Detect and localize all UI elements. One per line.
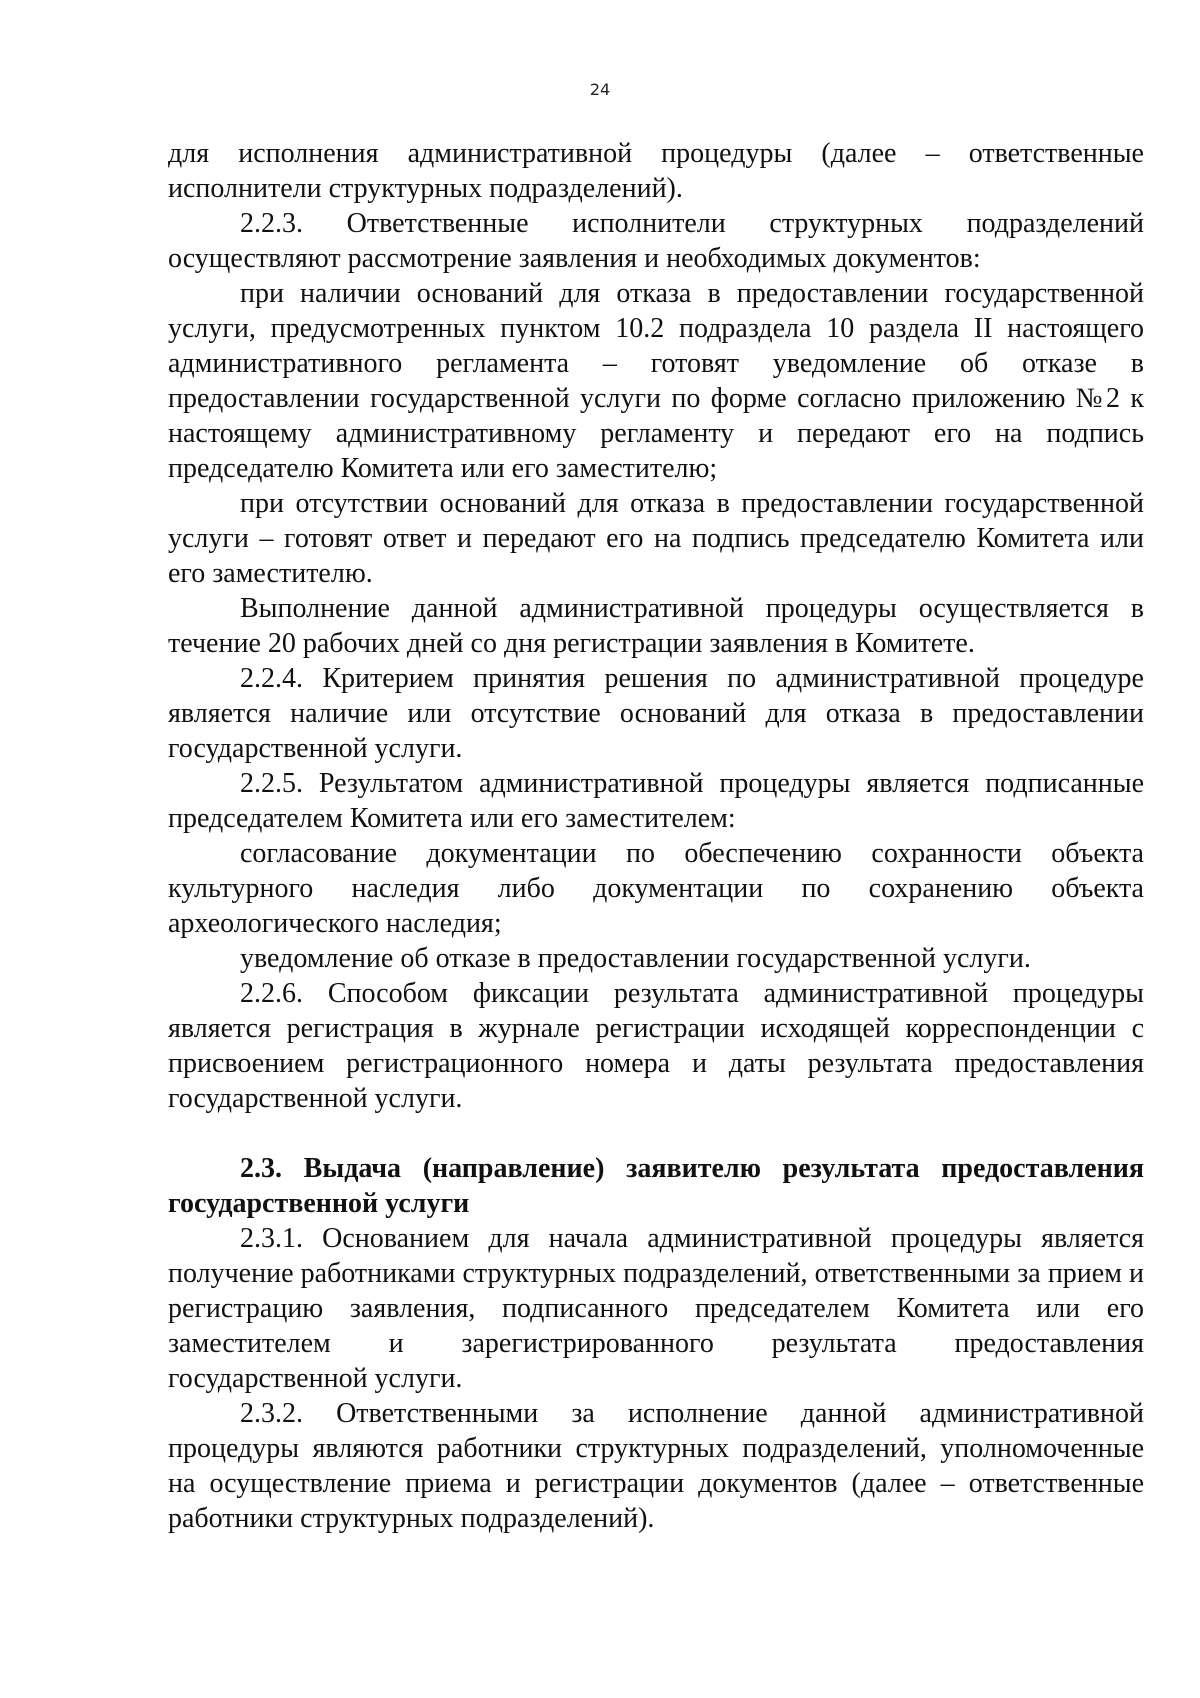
paragraph: 2.2.6. Способом фиксации результата административной процедуры является регистрация в журнале регистрации исходящей корреспонденции с присвоением регистрационного номера и даты результата предоставления государственной услуги. [168, 978, 1144, 1114]
paragraph: 2.3.2. Ответственными за исполнение данной административной процедуры являются работники структурных подразделений, уполномоченные на осуществление приема и регистрации документов (далее – ответственные работники структурных подразделений). [168, 1398, 1144, 1534]
paragraph: 2.2.3. Ответственные исполнители структурных подразделений осуществляют рассмотрение заявления и необходимых документов: [168, 208, 1144, 274]
document-body [168, 136, 1144, 1536]
paragraph: 2.2.4. Критерием принятия решения по административной процедуре является наличие или отсутствие оснований для отказа в предоставлении государственной услуги. [168, 663, 1144, 764]
paragraph: Выполнение данной административной процедуры осуществляется в течение 20 рабочих дней со дня регистрации заявления в Комитете. [168, 593, 1144, 659]
paragraph: при наличии оснований для отказа в предоставлении государственной услуги, предусмотренных пунктом 10.2 подраздела 10 раздела II настоящего административного регламента – готовят уведомление об отказе в предоставлении государственной услуги по форме согласно приложению №2 к настоящему административному регламенту и передают его на подпись председателю Комитета или его заместителю; [168, 278, 1144, 484]
paragraph: при отсутствии оснований для отказа в предоставлении государственной услуги – готовят ответ и передают его на подпись председателю Комитета или его заместителю. [168, 488, 1144, 589]
paragraph: согласование документации по обеспечению сохранности объекта культурного наследия либо документации по сохранению объекта археологического наследия; [168, 838, 1144, 939]
paragraph: 2.3.1. Основанием для начала административной процедуры является получение работниками структурных подразделений, ответственными за прием и регистрацию заявления, подписанного председателем Комитета или его заместителем и зарегистрированного результата предоставления государственной услуги. [168, 1223, 1144, 1394]
paragraph: уведомление об отказе в предоставлении государственной услуги. [240, 943, 1031, 974]
section-heading: 2.3. Выдача (направление) заявителю результата предоставления государственной услуги [168, 1153, 1144, 1219]
paragraph: для исполнения административной процедуры (далее – ответственные исполнители структурных подразделений). [168, 138, 1144, 204]
paragraph: 2.2.5. Результатом административной процедуры является подписанные председателем Комитета или его заместителем: [168, 768, 1144, 834]
page-number: 24 [589, 80, 611, 99]
